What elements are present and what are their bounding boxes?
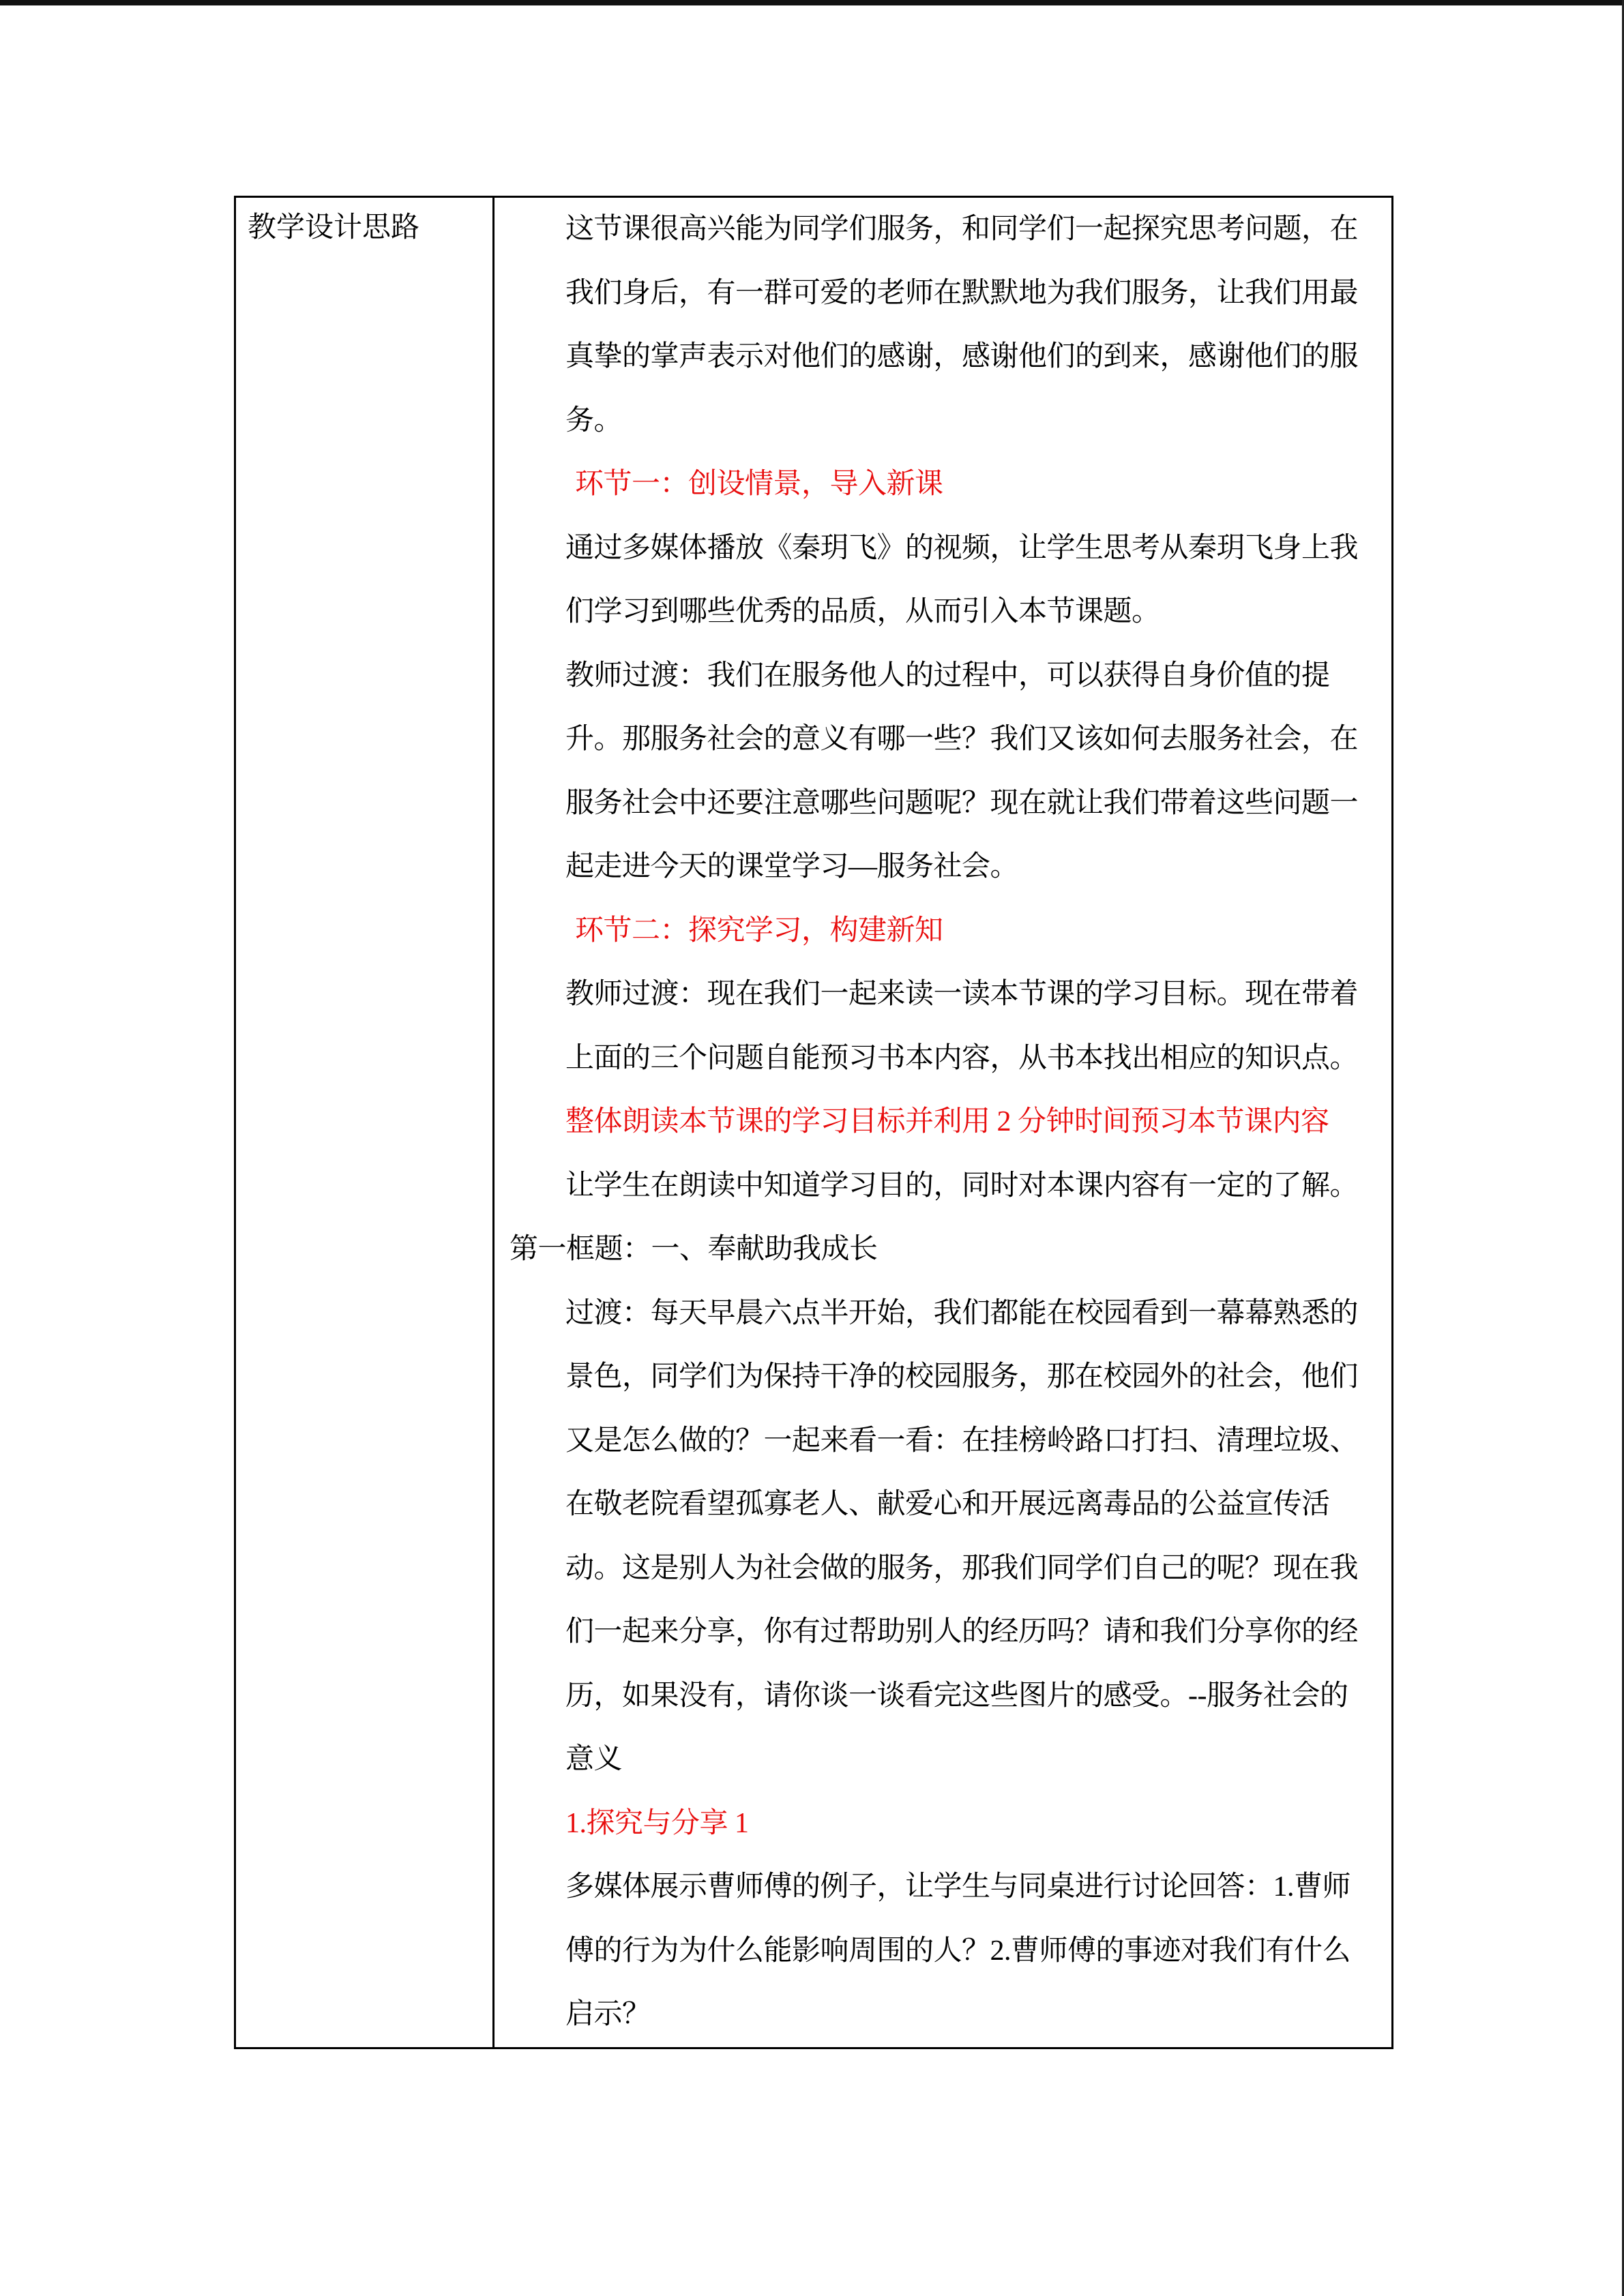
text-line: 动。这是别人为社会做的服务，那我们同学们自己的呢？现在我 [565,1552,1359,1584]
text-line: 上面的三个问题自能预习书本内容，从书本找出相应的知识点。 [565,1042,1359,1074]
text-line: 多媒体展示曹师傅的例子，让学生与同桌进行讨论回答：1.曹师 [565,1871,1351,1903]
text-line: 景色，同学们为保持干净的校园服务，那在校园外的社会，他们 [565,1361,1359,1392]
text-line: 务。 [565,404,623,436]
text-line: 启示？ [565,1999,651,2030]
text-line: 们学习到哪些优秀的品质，从而引入本节课题。 [565,596,1160,627]
text-line: 起走进今天的课堂学习—服务社会。 [565,851,1019,882]
text-line: 真挚的掌声表示对他们的感谢，感谢他们的到来，感谢他们的服 [565,341,1359,372]
text-line: 我们身后，有一群可爱的老师在默默地为我们服务，让我们用最 [565,277,1359,309]
text-line: 通过多媒体播放《秦玥飞》的视频，让学生思考从秦玥飞身上我 [565,532,1359,564]
window-top-edge [0,0,1624,5]
text-line: 这节课很高兴能为同学们服务，和同学们一起探究思考问题，在 [565,213,1359,245]
text-line: 过渡：每天早晨六点半开始，我们都能在校园看到一幕幕熟悉的 [565,1297,1359,1329]
row-header-label: 教学设计思路 [248,212,420,243]
text-line: 教师过渡：我们在服务他人的过程中，可以获得自身价值的提 [565,659,1330,691]
text-line: 又是怎么做的？一起来看一看：在挂榜岭路口打扫、清理垃圾、 [565,1425,1359,1457]
highlight-line: 环节二：探究学习，构建新知 [575,914,943,946]
text-line: 在敬老院看望孤寡老人、献爱心和开展远离毒品的公益宣传活 [565,1489,1330,1520]
text-line: 意义 [565,1744,623,1775]
table-header-cell [236,198,494,2047]
highlight-line: 1.探究与分享 1 [565,1807,749,1839]
text-line: 第一框题：一、奉献助我成长 [510,1234,878,1265]
text-line: 让学生在朗读中知道学习目的，同时对本课内容有一定的了解。 [565,1169,1359,1202]
highlight-line: 整体朗读本节课的学习目标并利用 2 分钟时间预习本节课内容 [565,1106,1329,1137]
text-line: 服务社会中还要注意哪些问题呢？现在就让我们带着这些问题一 [565,787,1359,819]
highlight-line: 环节一：创设情景，导入新课 [575,468,943,500]
text-line: 教师过渡：现在我们一起来读一读本节课的学习目标。现在带着 [565,979,1359,1010]
text-line: 傅的行为为什么能影响周围的人？2.曹师傅的事迹对我们有什么 [565,1935,1351,1967]
text-line: 们一起来分享，你有过帮助别人的经历吗？请和我们分享你的经 [565,1616,1359,1648]
lesson-plan-table [234,196,1393,2049]
text-line: 历，如果没有，请你谈一谈看完这些图片的感受。--服务社会的 [565,1680,1348,1712]
text-line: 升。那服务社会的意义有哪一些？我们又该如何去服务社会，在 [565,724,1359,755]
table-content-cell [494,198,1391,2047]
